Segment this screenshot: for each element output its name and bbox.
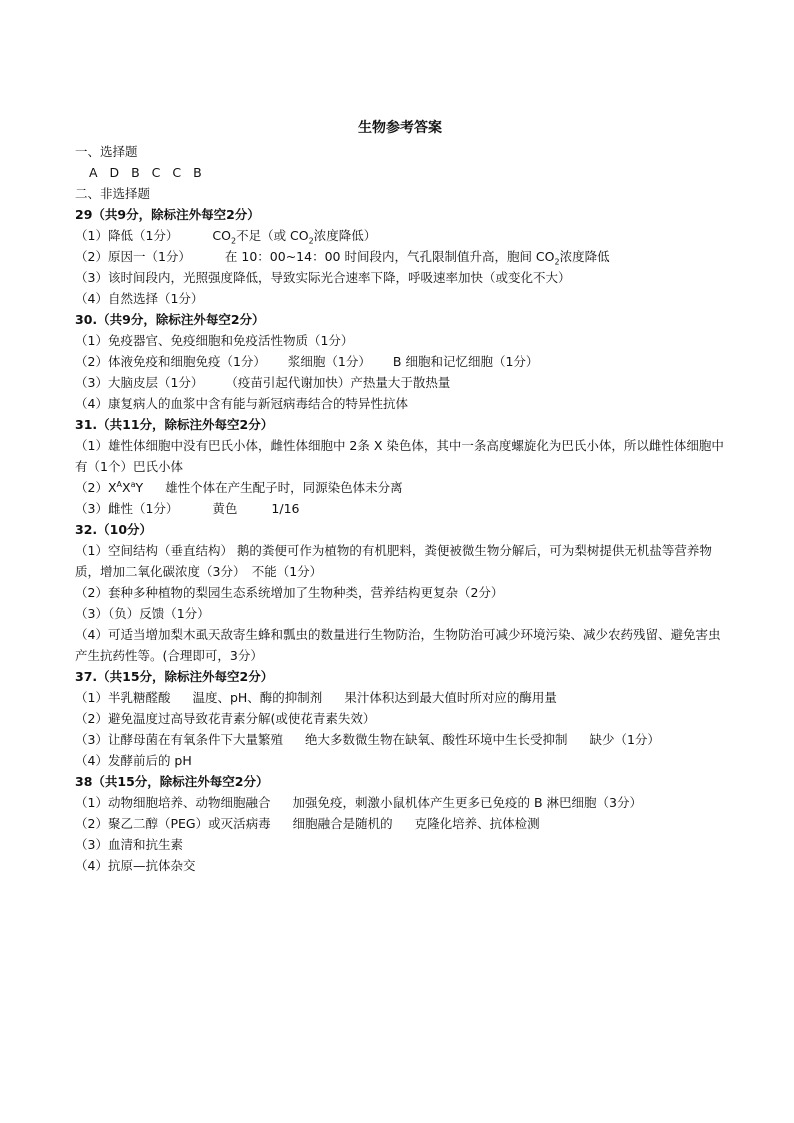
q37-line-1 (75, 687, 725, 708)
q38-line-1 (75, 792, 725, 813)
q31-l2a-pre: （2）X (75, 480, 117, 495)
q32-heading: 32.（10分） (75, 522, 153, 537)
q38-l2b: 细胞融合是随机的 (292, 816, 393, 831)
q31-l3c: 1/16 (271, 501, 300, 516)
q30-line-2 (75, 351, 725, 372)
q29-line-1 (75, 225, 725, 246)
q38-heading: 38（共15分，除标注外每空2分） (75, 774, 269, 789)
q38-line-3: （3）血清和抗生素 (75, 837, 183, 852)
q31-l3a: （3）雌性（1分） (75, 501, 179, 516)
q31-l2a-end: Y (135, 480, 144, 495)
q38-l1a: （1）动物细胞培养、动物细胞融合 (75, 795, 271, 810)
q31-line-2 (75, 477, 725, 498)
choice-answers: A D B C C B (89, 165, 202, 180)
answer-document (75, 118, 725, 876)
q37-heading: 37.（共15分，除标注外每空2分） (75, 669, 274, 684)
q30-l2a: （2）体液免疫和细胞免疫（1分） (75, 354, 266, 369)
q32-line-3: （3）（负）反馈（1分） (75, 606, 210, 621)
q31-heading: 31.（共11分，除标注外每空2分） (75, 417, 274, 432)
q38-line-4: （4）抗原—抗体杂交 (75, 858, 196, 873)
q31-l2a-sup2: a (130, 479, 136, 489)
section-heading-choice: 一、选择题 (75, 144, 138, 159)
subscript-2: 2 (554, 257, 560, 267)
q29-heading: 29（共9分，除标注外每空2分） (75, 207, 260, 222)
q37-line-4: （4）发酵前后的 pH (75, 753, 192, 768)
subscript-2: 2 (230, 236, 237, 246)
q29-line-4: （4）自然选择（1分） (75, 291, 204, 306)
q37-l1c: 果汁体积达到最大值时所对应的酶用量 (344, 690, 557, 705)
page-title: 生物参考答案 (358, 120, 442, 136)
q31-line-3 (75, 498, 725, 519)
q31-line-1: （1）雄性体细胞中没有巴氏小体，雌性体细胞中 2条 X 染色体，其中一条高度螺旋化为巴氏小体，所以雌性体细胞中有（1个）巴氏小体 (75, 438, 724, 474)
q30-l3b: （疫苗引起代谢加快）产热量大于散热量 (225, 375, 451, 390)
q37-l3c: 缺少（1分） (589, 732, 660, 747)
q29-line-2 (75, 246, 725, 267)
q30-l2b: 浆细胞（1分） (287, 354, 371, 369)
q30-heading: 30.（共9分，除标注外每空2分） (75, 312, 265, 327)
q32-line-4: （4）可适当增加梨木虱天敌寄生蜂和瓢虫的数量进行生物防治，生物防治可减少环境污染、减少农药残留、避免害虫产生抗药性等。(合理即可，3分） (75, 627, 721, 663)
q32-line-1: （1）空间结构（垂直结构） 鹅的粪便可作为植物的有机肥料，粪便被微生物分解后，可为梨树提供无机盐等营养物质，增加二氧化碳浓度（3分） 不能（1分） (75, 543, 712, 579)
q38-l2c: 克隆化培养、抗体检测 (414, 816, 540, 831)
q31-l3b: 黄色 (212, 501, 238, 516)
q29-l1b-end: 浓度降低） (313, 228, 377, 243)
q37-l1b: 温度、pH、酶的抑制剂 (192, 690, 323, 705)
q29-line-3: （3）该时间段内，光照强度降低，导致实际光合速率下降，呼吸速率加快（或变化不大） (75, 270, 571, 285)
q30-line-4: （4）康复病人的血浆中含有能与新冠病毒结合的特异性抗体 (75, 396, 408, 411)
q29-l1b-pre: CO (212, 228, 231, 243)
q29-l1a: （1）降低（1分） (75, 228, 179, 243)
q30-l2c: B 细胞和记忆细胞（1分） (392, 354, 539, 369)
q32-line-2: （2）套种多种植物的梨园生态系统增加了生物种类，营养结构更复杂（2分） (75, 585, 504, 600)
q38-l1b: 加强免疫，刺激小鼠机体产生更多已免疫的 B 淋巴细胞（3分） (292, 795, 642, 810)
q30-l3a: （3）大脑皮层（1分） (75, 375, 204, 390)
q37-l3b: 绝大多数微生物在缺氧、酸性环境中生长受抑制 (304, 732, 568, 747)
q31-l2a-sup1: A (116, 479, 123, 489)
q29-l2c: 浓度降低 (559, 249, 610, 264)
q37-line-3 (75, 729, 725, 750)
section-heading-nonchoice: 二、非选择题 (75, 186, 151, 201)
q31-l2b: 雄性个体在产生配子时，同源染色体未分离 (165, 480, 403, 495)
subscript-2: 2 (308, 236, 314, 246)
q29-l2b: 在 10：00~14：00 时间段内，气孔限制值升高，胞间 CO (224, 249, 555, 264)
q30-line-3 (75, 372, 725, 393)
q37-line-2: （2）避免温度过高导致花青素分解(或使花青素失效） (75, 711, 376, 726)
q38-l2a: （2）聚乙二醇（PEG）或灭活病毒 (75, 816, 271, 831)
q31-l2a-mid: X (122, 480, 131, 495)
q37-l3a: （3）让酵母菌在有氧条件下大量繁殖 (75, 732, 283, 747)
q29-l2a: （2）原因一（1分） (75, 249, 191, 264)
q38-line-2 (75, 813, 725, 834)
q29-l1b-post: 不足（或 CO (236, 228, 309, 243)
q37-l1a: （1）半乳糖醛酸 (75, 690, 171, 705)
q30-line-1: （1）免疫器官、免疫细胞和免疫活性物质（1分） (75, 333, 354, 348)
